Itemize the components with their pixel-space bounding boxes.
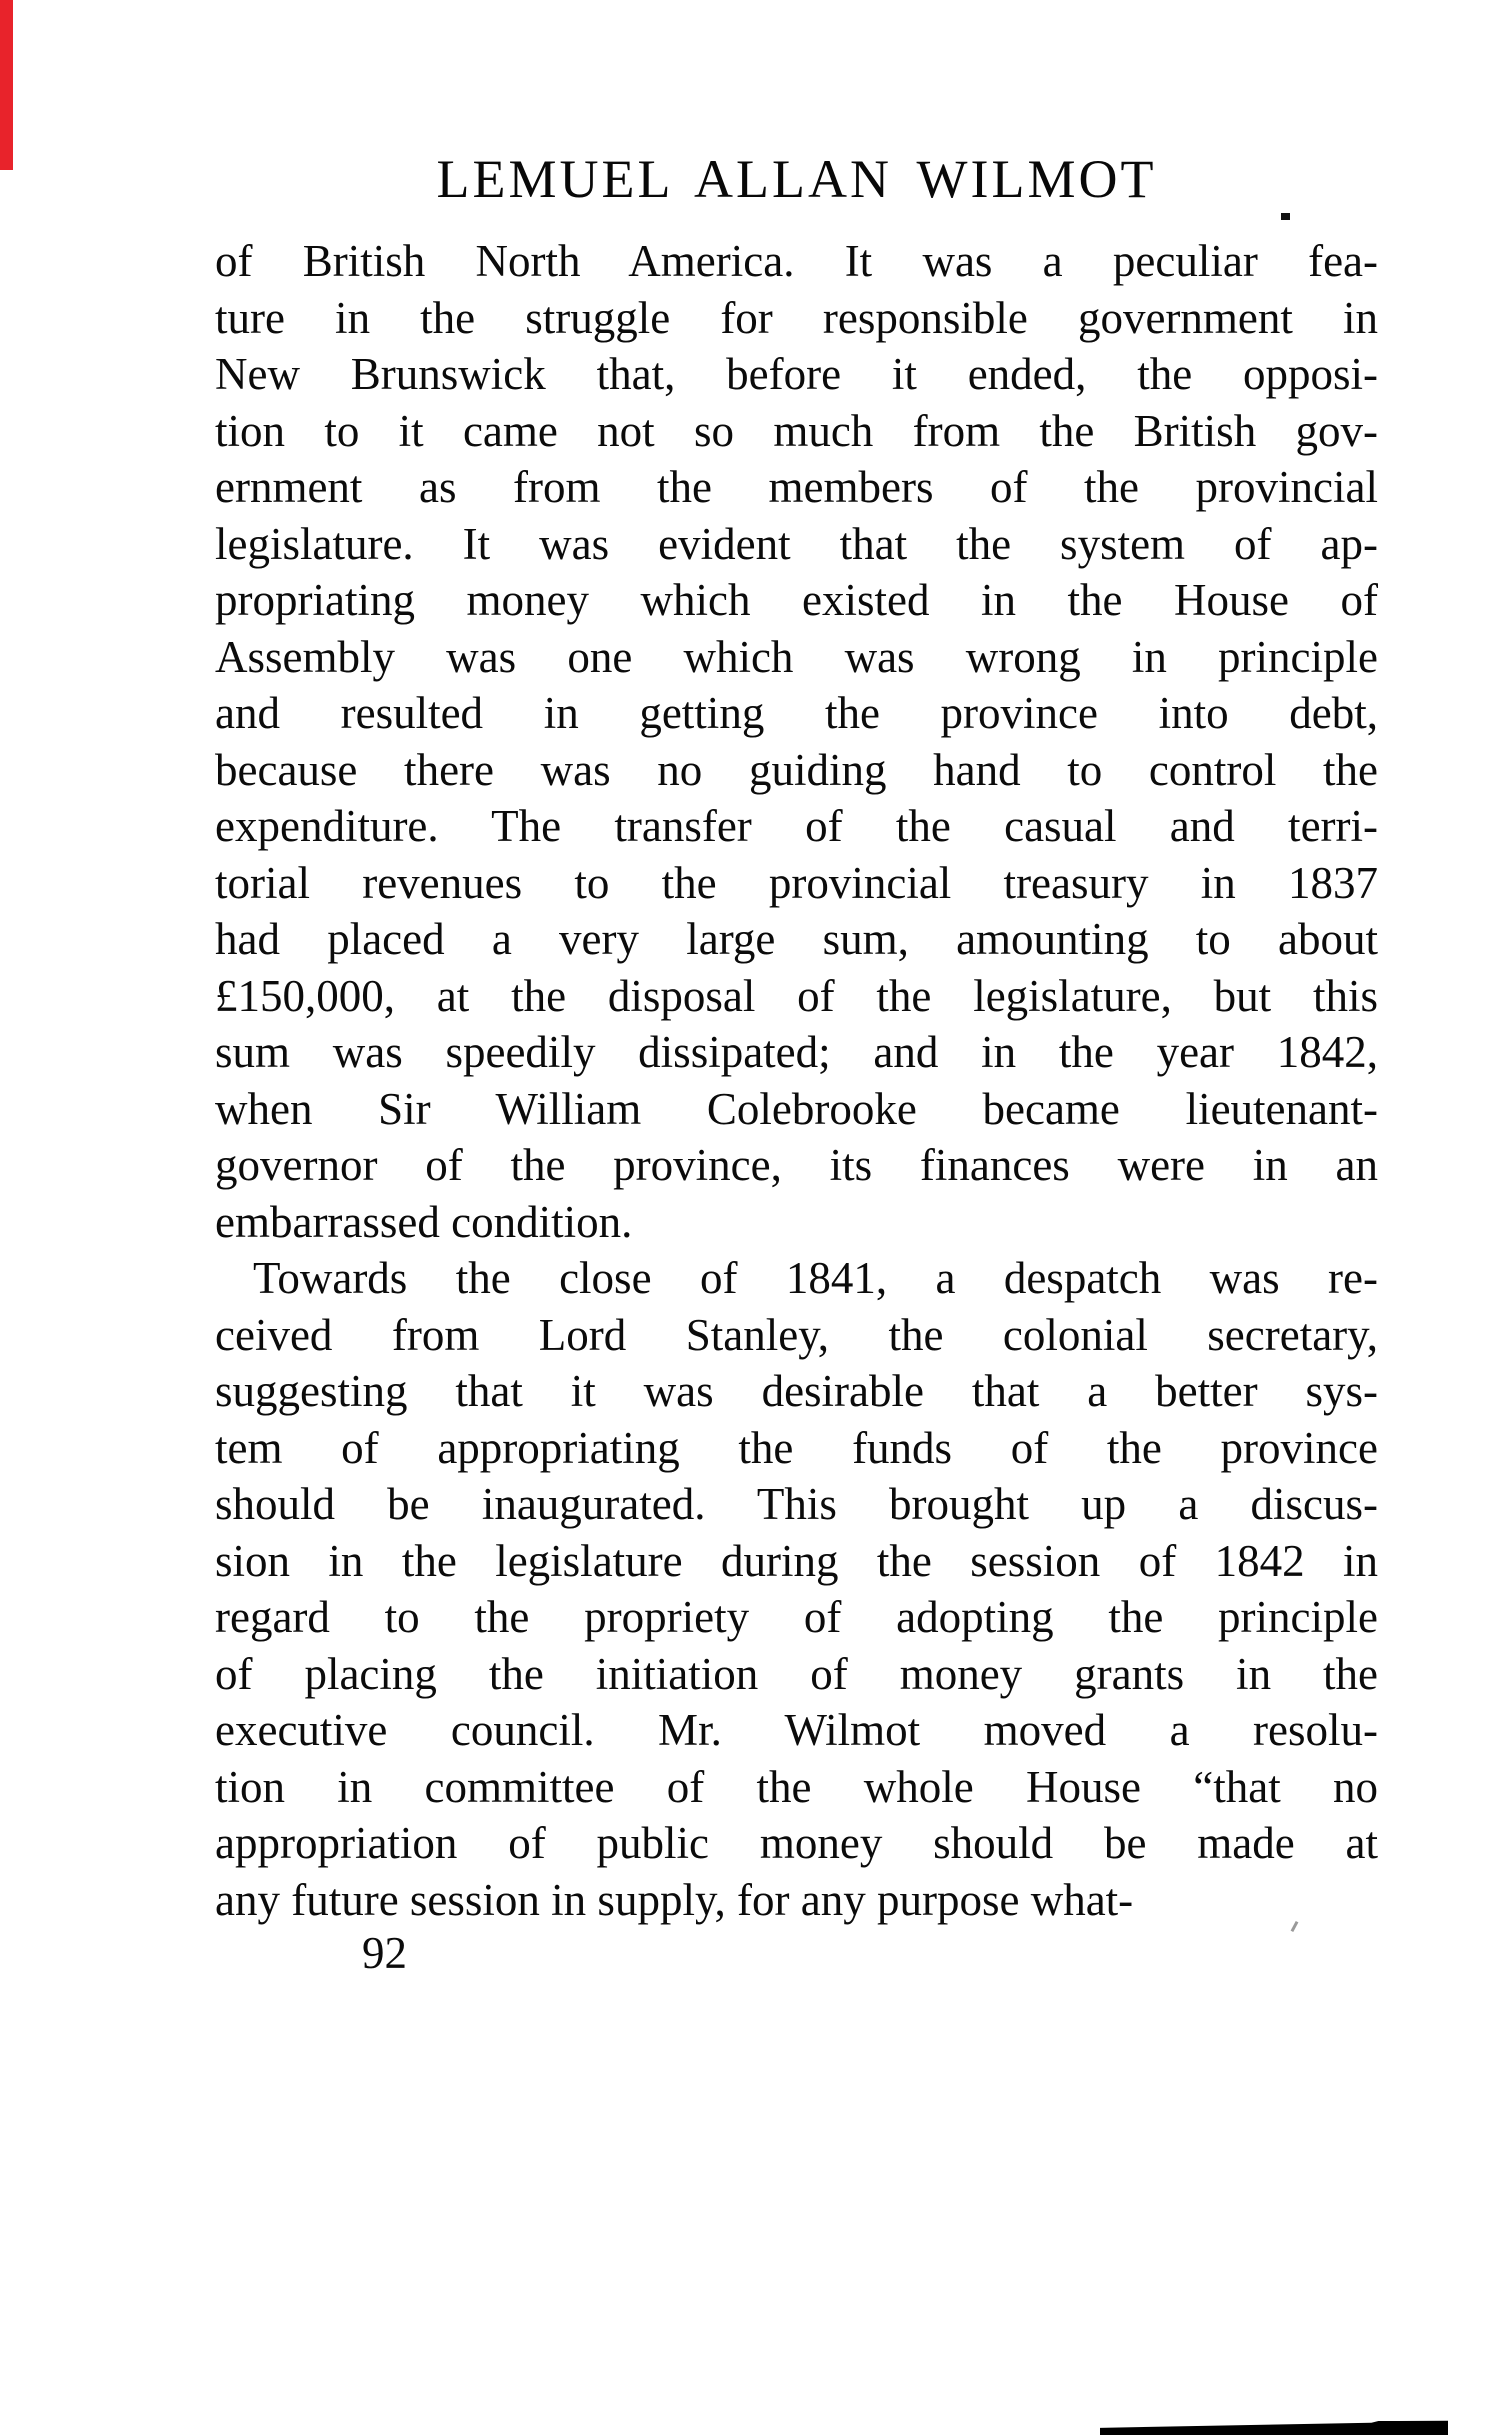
text-line: embarrassed condition. — [215, 1196, 633, 1247]
text-line: and resulted in getting the province into debt, — [215, 688, 1378, 738]
text-line: tem of appropriating the funds of the province — [215, 1422, 1378, 1473]
text-line: tion in committee of the whole House “that no — [215, 1761, 1378, 1812]
text-line: governor of the province, its finances were in an — [215, 1140, 1378, 1190]
page-title: LEMUEL ALLAN WILMOT — [436, 149, 1157, 209]
text-line: tion to it came not so much from the British gov- — [215, 405, 1378, 456]
text-line: expenditure. The transfer of the casual and terri- — [215, 801, 1378, 851]
text-line: ernment as from the members of the provincial — [215, 462, 1378, 512]
text-line: because there was no guiding hand to control the — [215, 744, 1378, 795]
text-line: Towards the close of 1841, a despatch was re- — [253, 1253, 1378, 1303]
text-block — [215, 233, 1378, 1928]
paragraph — [215, 233, 1378, 1250]
text-line: Assembly was one which was wrong in principle — [215, 631, 1378, 682]
text-line: ceived from Lord Stanley, the colonial secretary, — [215, 1309, 1378, 1360]
text-line: torial revenues to the provincial treasury in 1837 — [215, 857, 1378, 908]
text-line: ture in the struggle for responsible government in — [215, 292, 1378, 343]
text-line: sion in the legislature during the session of 1842 in — [215, 1535, 1378, 1586]
text-line: appropriation of public money should be made at — [215, 1818, 1378, 1868]
text-line: £150,000, at the disposal of the legislature, but this — [215, 970, 1378, 1021]
text-line: should be inaugurated. This brought up a discus- — [215, 1479, 1378, 1529]
text-line: regard to the propriety of adopting the principle — [215, 1592, 1378, 1642]
text-line: any future session in supply, for any purpose what- — [215, 1874, 1134, 1925]
text-line: of placing the initiation of money grants in the — [215, 1648, 1378, 1699]
text-line: of British North America. It was a peculiar fea- — [215, 236, 1378, 286]
text-line: when Sir William Colebrooke became lieutenant- — [215, 1083, 1378, 1134]
text-line: New Brunswick that, before it ended, the opposi- — [215, 349, 1378, 399]
scan-edge-artifact-bar — [1100, 2418, 1448, 2435]
text-line: suggesting that it was desirable that a better sys- — [215, 1366, 1378, 1416]
red-page-edge-mark — [0, 0, 13, 170]
ink-speck — [1281, 213, 1290, 220]
page-number: 92 — [362, 1928, 407, 1978]
paragraph — [215, 1250, 1378, 1928]
text-line: executive council. Mr. Wilmot moved a resolu- — [215, 1705, 1378, 1755]
text-line: propriating money which existed in the House of — [215, 575, 1378, 625]
text-line: legislature. It was evident that the system of ap- — [215, 518, 1378, 569]
text-line: sum was speedily dissipated; and in the year 1842, — [215, 1027, 1378, 1077]
text-line: had placed a very large sum, amounting to about — [215, 914, 1378, 964]
